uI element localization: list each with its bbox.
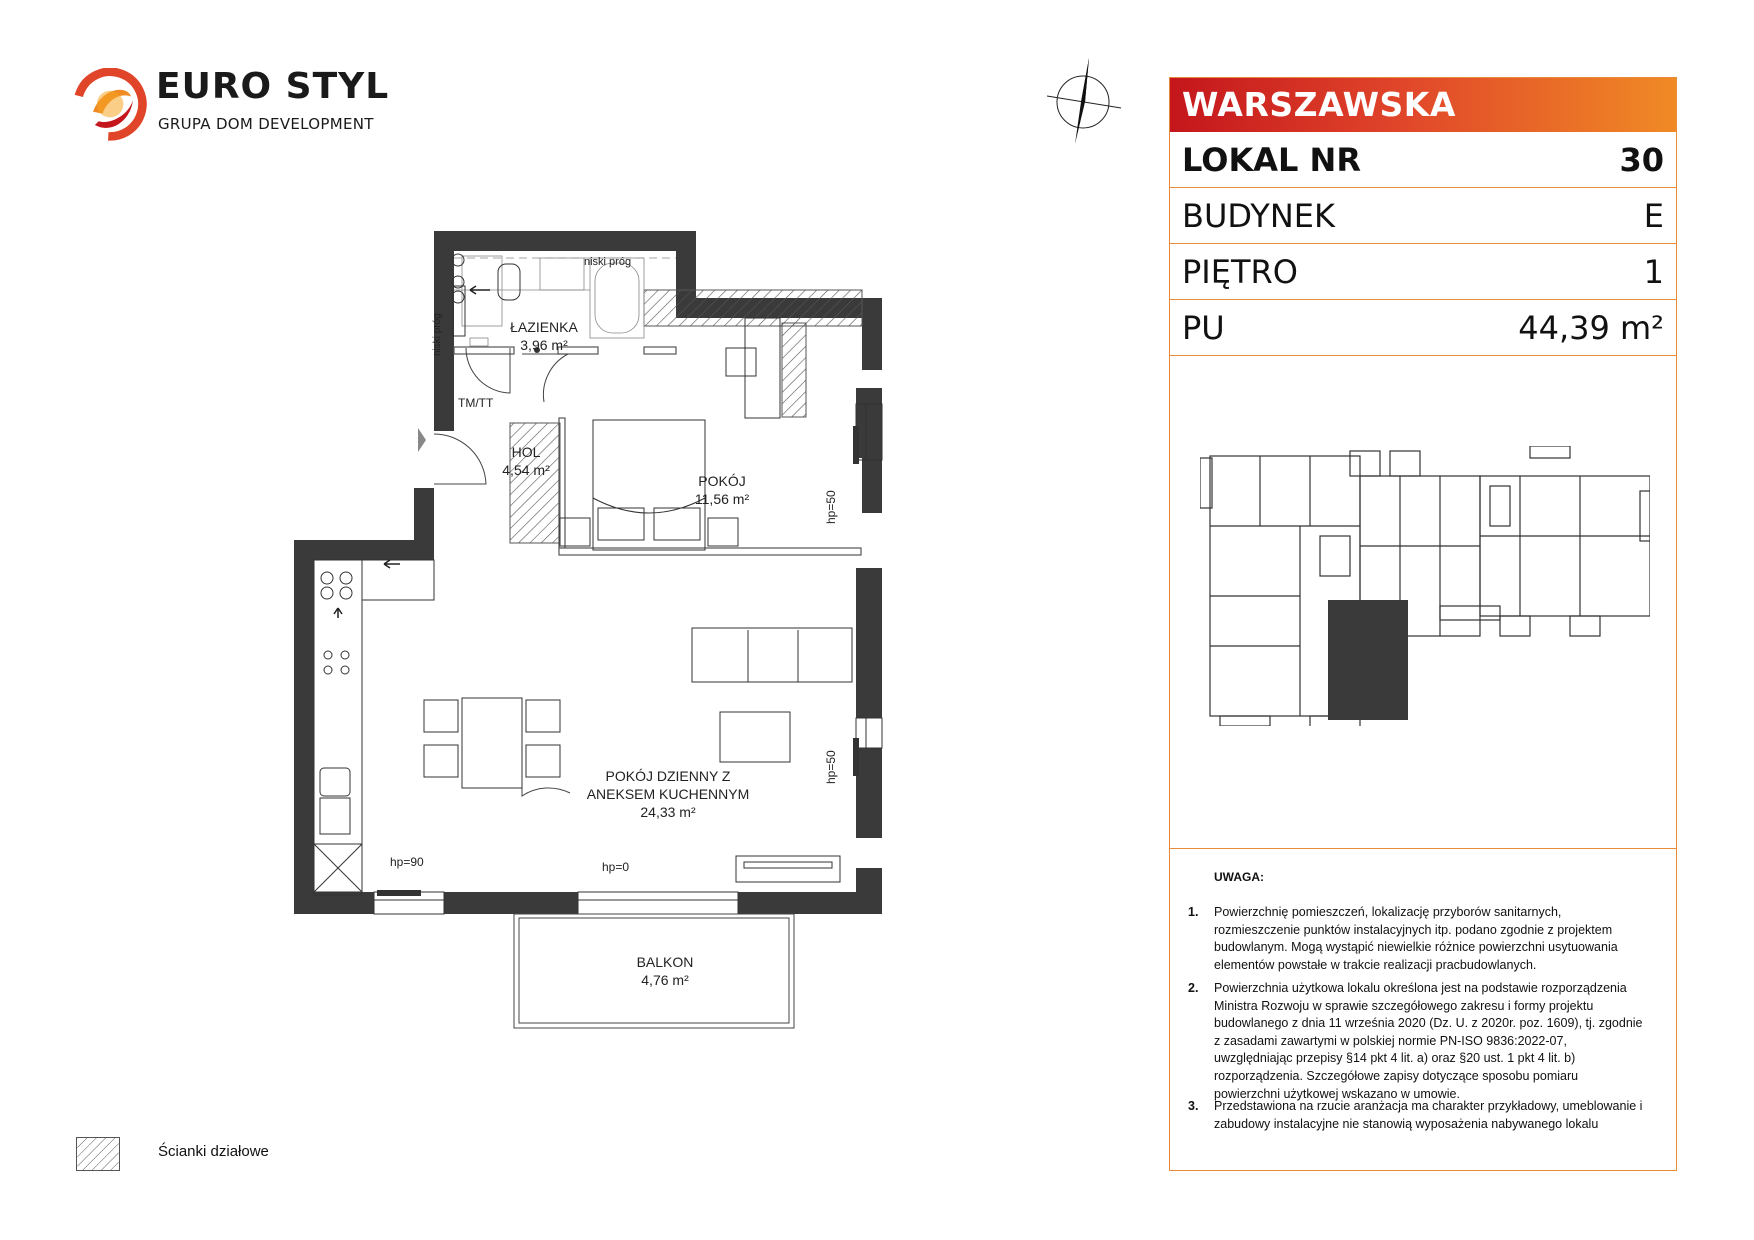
low-threshold-label-vertical: niski próg: [432, 313, 443, 356]
brand-name: EURO STYL: [156, 66, 390, 107]
investment-header: [1170, 78, 1676, 132]
low-threshold-label: niski próg: [584, 256, 632, 268]
euro-styl-logo-icon: [74, 68, 150, 144]
tm-tt-label: TM/TT: [458, 396, 494, 410]
bedroom-label: POKÓJ 11,56 m²: [694, 473, 750, 507]
hp50-label-living: hp=50: [824, 750, 838, 784]
info-row-value: E: [1643, 197, 1664, 235]
bathroom-label: ŁAZIENKA 3,96 m²: [510, 319, 578, 353]
info-row-value: 1: [1643, 253, 1664, 291]
note-item: [1188, 904, 1658, 976]
hall-label: HOL 4,54 m²: [502, 444, 550, 478]
highlighted-unit: [1328, 600, 1408, 720]
note-number: 1.: [1188, 905, 1199, 919]
balcony-label: BALKON 4,76 m²: [636, 954, 694, 988]
info-row-building: [1170, 188, 1676, 244]
info-row-unit-number: [1170, 132, 1676, 188]
info-row-value: 44,39 m²: [1518, 309, 1664, 347]
living-room-label: POKÓJ DZIENNY Z ANEKSEM KUCHENNYM 24,33 m²: [586, 768, 750, 820]
apartment-info-panel: [1169, 77, 1677, 1171]
notes-title: UWAGA:: [1214, 870, 1264, 884]
partition-wall-legend-icon: [76, 1137, 120, 1171]
north-arrow-icon: [1045, 56, 1125, 152]
info-row-usable-area: [1170, 300, 1676, 356]
hp90-label: hp=90: [390, 855, 424, 869]
note-number: 2.: [1188, 981, 1199, 995]
note-text: Przedstawiona na rzucie aranżacja ma charakter przykładowy, umeblowanie i zabudowy instalacyjne nie stanowią wyposażenia nabywanego lokalu: [1214, 1099, 1643, 1131]
investment-name: WARSZAWSKA: [1182, 85, 1456, 124]
info-row-value: 30: [1619, 141, 1664, 179]
note-text: Powierzchnia użytkowa lokalu określona jest na podstawie rozporządzenia Ministra Rozwoju w sprawie szczegółowego zakresu i formy projektu budowlanego z dnia 11 września 2020 (Dz. U. z 2020r. poz. 1609), tj. zgodnie z zasadami zawartymi w polskiej normie PN-ISO 9836:2022-07, uwzględniając przepisy §14 pkt 4 lit. a) oraz §20 ust. 1 pkt 4 lit. b) rozporządzenia. Szczegółowe zapisy dotyczące sposobu pomiaru powierzchni użytkowej wskazano w umowie.: [1214, 981, 1643, 1101]
hp0-label: hp=0: [602, 860, 630, 874]
note-number: 3.: [1188, 1099, 1199, 1113]
info-row-label: PIĘTRO: [1182, 253, 1298, 291]
info-row-label: BUDYNEK: [1182, 197, 1335, 235]
building-key-plan: [1200, 446, 1650, 726]
notes-divider: [1170, 848, 1676, 849]
hp50-label-bedroom: hp=50: [824, 490, 838, 524]
note-text: Powierzchnię pomieszczeń, lokalizację przyborów sanitarnych, rozmieszczenie punktów instalacyjnych itp. podano zgodnie z projektem budowlanym. Mogą wystąpić niewielkie różnice powierzchni usytuowania elementów powstałe w trakcie realizacji pracbudowlanych.: [1214, 905, 1618, 972]
info-row-label: LOKAL NR: [1182, 141, 1361, 179]
note-item: [1188, 980, 1658, 1104]
brand-subtitle: GRUPA DOM DEVELOPMENT: [158, 115, 374, 133]
info-row-floor: [1170, 244, 1676, 300]
floor-plan: [290, 228, 910, 1048]
note-item: [1188, 1098, 1658, 1154]
legend-label: Ścianki działowe: [158, 1143, 269, 1160]
info-row-label: PU: [1182, 309, 1225, 347]
